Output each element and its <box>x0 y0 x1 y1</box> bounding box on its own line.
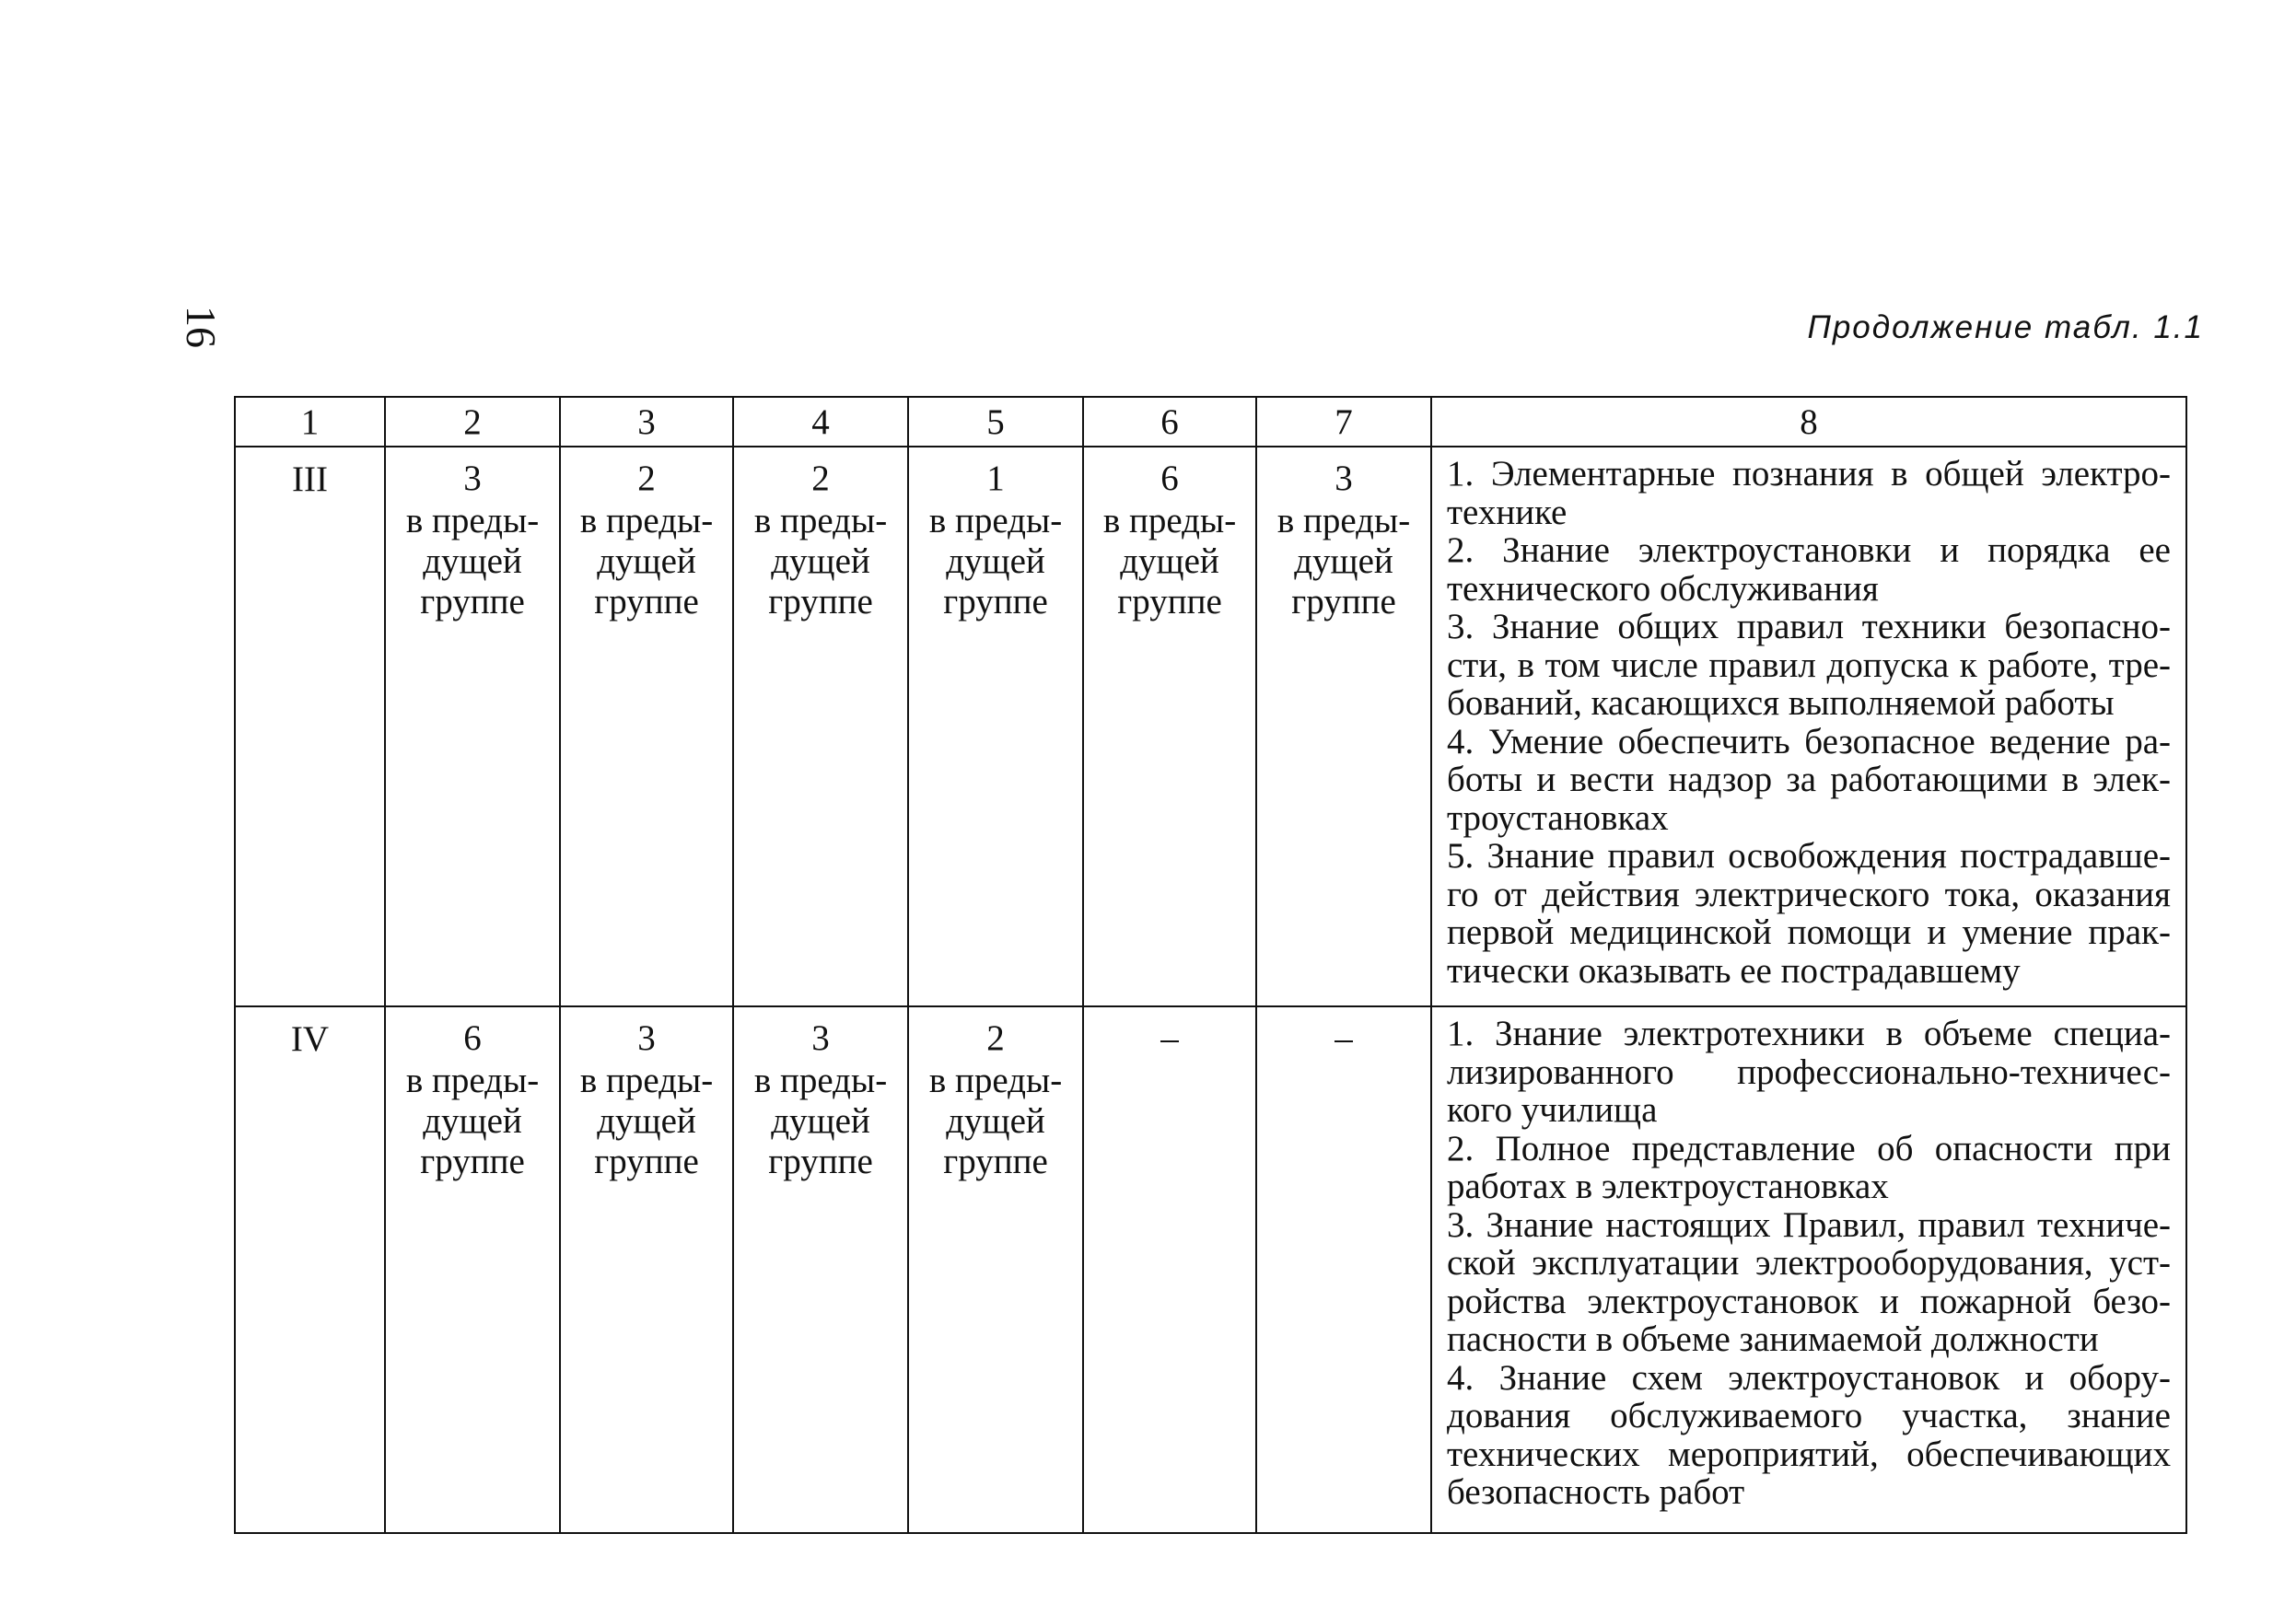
note-line: дущей <box>946 1101 1045 1141</box>
group-cell: IV <box>235 1006 385 1533</box>
note-line: группе <box>943 582 1048 622</box>
requirement-item: 3. Знание настоящих Правил, правил техниче-ской эксплуатации электрооборудования, уст-ройства электроустановок и пожарной безо-пасности в объеме занимаемой должности <box>1447 1204 2171 1359</box>
months-value: – <box>1334 1018 1353 1058</box>
requirement-item: 2. Полное представление об опасности при работах в электроустановках <box>1447 1128 2171 1206</box>
table-continuation-caption: Продолжение табл. 1.1 <box>1807 309 2204 345</box>
note-line: дущей <box>946 541 1045 581</box>
table-row-group-iii <box>235 447 2186 1006</box>
months-value: 6 <box>463 1018 482 1058</box>
note-line: в преды- <box>753 501 888 540</box>
months-value: 3 <box>637 1018 656 1058</box>
note-line: в преды- <box>405 1061 540 1100</box>
experience-cell <box>1083 1006 1256 1533</box>
note-line: в преды- <box>579 1061 714 1100</box>
requirement-item: 4. Знание схем электроустановок и обору-дования обслуживаемого участка, знание технических мероприятий, обеспечивающих безопасность работ <box>1447 1357 2171 1512</box>
column-header: 6 <box>1083 397 1256 447</box>
column-header: 4 <box>733 397 908 447</box>
requirements-table <box>234 396 2187 1534</box>
table-header-row <box>235 397 2186 447</box>
note-line: дущей <box>423 1101 522 1141</box>
experience-cell <box>908 1006 1083 1533</box>
experience-cell <box>1256 1006 1431 1533</box>
experience-cell <box>1256 447 1431 1006</box>
experience-cell <box>908 447 1083 1006</box>
months-value: 6 <box>1160 459 1179 498</box>
requirement-item: 4. Умение обеспечить безопасное ведение ра-боты и вести надзор за работающими в элек-троустановках <box>1447 721 2171 838</box>
note-line: дущей <box>597 1101 696 1141</box>
note-line: в преды- <box>928 501 1063 540</box>
column-header: 1 <box>235 397 385 447</box>
experience-cell <box>1083 447 1256 1006</box>
experience-cell <box>385 1006 560 1533</box>
column-header: 5 <box>908 397 1083 447</box>
experience-cell <box>560 1006 733 1533</box>
months-value: 2 <box>811 459 830 498</box>
note-line: группе <box>1291 582 1396 622</box>
requirements-cell <box>1431 1006 2186 1533</box>
months-value: 3 <box>1334 459 1353 498</box>
note-line: в преды- <box>405 501 540 540</box>
requirement-item: 1. Знание электротехники в объеме специа-лизированного профессионально-техничес-кого училища <box>1447 1014 2171 1130</box>
column-header: 3 <box>560 397 733 447</box>
note-line: в преды- <box>1276 501 1411 540</box>
note-line: группе <box>768 1142 873 1181</box>
column-header: 2 <box>385 397 560 447</box>
months-value: 3 <box>463 459 482 498</box>
column-header: 7 <box>1256 397 1431 447</box>
months-value: 2 <box>986 1018 1005 1058</box>
note-line: дущей <box>1120 541 1219 581</box>
note-line: дущей <box>771 1101 870 1141</box>
note-line: дущей <box>771 541 870 581</box>
experience-cell <box>733 1006 908 1533</box>
note-line: группе <box>1117 582 1222 622</box>
experience-cell <box>385 447 560 1006</box>
experience-cell <box>560 447 733 1006</box>
column-header: 8 <box>1431 397 2186 447</box>
months-value: 1 <box>986 459 1005 498</box>
note-line: дущей <box>423 541 522 581</box>
note-line: группе <box>943 1142 1048 1181</box>
requirements-cell <box>1431 447 2186 1006</box>
note-line: в преды- <box>928 1061 1063 1100</box>
group-cell: III <box>235 447 385 1006</box>
months-value: – <box>1160 1018 1179 1058</box>
months-value: 2 <box>637 459 656 498</box>
requirement-item: 3. Знание общих правил техники безопасно-сти, в том числе правил допуска к работе, тре-бований, касающихся выполняемой работы <box>1447 607 2171 723</box>
note-line: группе <box>594 1142 699 1181</box>
note-line: в преды- <box>753 1061 888 1100</box>
requirement-item: 5. Знание правил освобождения пострадавше-го от действия электрического тока, оказания первой медицинской помощи и умение прак-тически оказывать ее пострадавшему <box>1447 836 2171 991</box>
requirement-item: 1. Элементарные познания в общей электро-технике <box>1447 454 2171 532</box>
note-line: дущей <box>597 541 696 581</box>
table-row-group-iv <box>235 1006 2186 1533</box>
experience-cell <box>733 447 908 1006</box>
requirement-item: 2. Знание электроустановки и порядка ее технического обслуживания <box>1447 530 2171 609</box>
note-line: группе <box>768 582 873 622</box>
months-value: 3 <box>811 1018 830 1058</box>
note-line: группе <box>420 1142 525 1181</box>
note-line: в преды- <box>579 501 714 540</box>
note-line: дущей <box>1294 541 1393 581</box>
note-line: группе <box>420 582 525 622</box>
note-line: группе <box>594 582 699 622</box>
page-number: 16 <box>178 306 225 348</box>
note-line: в преды- <box>1102 501 1237 540</box>
